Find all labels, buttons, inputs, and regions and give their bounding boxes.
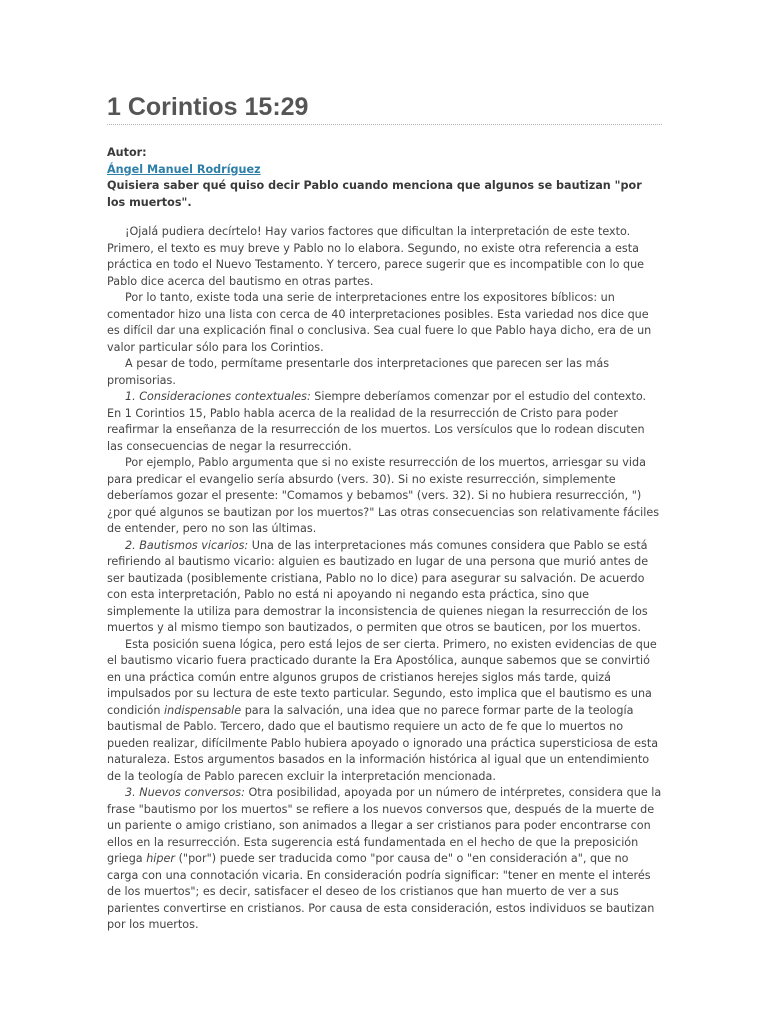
article-body <box>107 224 662 934</box>
paragraph-text: Esta posición suena lógica, pero está lejos de ser cierta. Primero, no existen evidencias de que el bautismo vicario fuera practicado durante la Era Apostólica, aunque sabemos que se convirtió en una práctica común entre algunos grupos de cristianos herejes siglos más tarde, quizá impulsados por su lectura de este texto particular. Segundo, esto implica que el bautismo es una condición <box>107 637 657 717</box>
paragraph-text: Por lo tanto, existe toda una serie de interpretaciones entre los expositores bíblicos: un comentador hizo una lista con cerca de 40 interpretaciones posibles. Esta variedad nos dice que es difícil dar una explicación final o conclusiva. Sea cual fuere lo que Pablo haya dicho, era de un valor particular sólo para los Corintios. <box>107 291 652 354</box>
paragraph-7 <box>107 637 662 786</box>
emphasis: indispensable <box>164 703 242 717</box>
article-meta <box>107 145 662 211</box>
reader-question: Quisiera saber qué quiso decir Pablo cuando menciona que algunos se bautizan "por los muertos". <box>107 179 642 209</box>
section-heading: 1. Consideraciones contextuales: <box>125 390 311 403</box>
paragraph-8 <box>107 785 662 934</box>
paragraph-6 <box>107 538 662 637</box>
paragraph-text: A pesar de todo, permítame presentarle dos interpretaciones que parecen ser las más promisorias. <box>107 357 610 387</box>
paragraph-text: ¡Ojalá pudiera decírtelo! Hay varios factores que dificultan la interpretación de este texto. Primero, el texto es muy breve y Pablo no lo elabora. Segundo, no existe otra referencia a esta práctica en todo el Nuevo Testamento. Y tercero, parece sugerir que es incompatible con lo que Pablo dice acerca del bautismo en otras partes. <box>107 225 645 288</box>
page-title: 1 Corintios 15:29 <box>107 92 662 125</box>
paragraph-text: Siempre deberíamos comenzar por el estudio del contexto. En 1 Corintios 15, Pablo habla acerca de la realidad de la resurrección de Cristo para poder reafirmar la enseñanza de la resurrección de los muertos. Los versículos que lo rodean discuten las consecuencias de negar la resurrección. <box>107 390 647 453</box>
paragraph-5 <box>107 455 662 538</box>
paragraph-4 <box>107 389 662 455</box>
emphasis: hiper <box>146 852 176 865</box>
section-heading: 2. Bautismos vicarios: <box>125 538 249 552</box>
paragraph-text: Por ejemplo, Pablo argumenta que si no existe resurrección de los muertos, arriesgar su vida para predicar el evangelio sería absurdo (vers. 30). Si no existe resurrección, simplemente deberíamos gozar el presente: "Comamos y bebamos" (vers. 32). Si no hubiera resurrección, ") ¿por qué algunos se bautizan por los muertos?" Las otras consecuencias son relativamente fáciles de entender, pero no son las últimas. <box>107 456 660 535</box>
paragraph-text: Una de las interpretaciones más comunes considera que Pablo se está refiriendo al bautismo vicario: alguien es bautizado en lugar de una persona que murió antes de ser bautizada (posiblemente cristiana, Pablo no lo dice) para asegurar su salvación. De acuerdo con esta interpretación, Pablo no está ni apoyando ni negando esta práctica, sino que simplemente la utiliza para demostrar la inconsistencia de quienes niegan la resurrección de los muertos y al mismo tiempo son bautizados, o permiten que otros se bauticen, por los muertos. <box>107 538 649 634</box>
author-link[interactable]: Ángel Manuel Rodríguez <box>107 162 261 176</box>
paragraph-2 <box>107 290 662 356</box>
paragraph-1 <box>107 224 662 290</box>
paragraph-text: Otra posibilidad, apoyada por un número de intérpretes, considera que la frase "bautismo por los muertos" se refiere a los nuevos conversos que, después de la muerte de un pariente o amigo cristiano, son animados a llegar a ser cristianos para poder encontrarse con ellos en la resurrección. Esta sugerencia está fundamentada en el hecho de que la preposición griega <box>107 786 662 865</box>
paragraph-text: para la salvación, una idea que no parece formar parte de la teología bautismal de Pablo. Tercero, dado que el bautismo requiere un acto de fe que lo muertos no pueden realizar, difícilmente Pablo hubiera apoyado o ignorado una práctica supersticiosa de esta naturaleza. Estos argumentos basados en la información histórica al igual que un entendimiento de la teología de Pablo parecen excluir la interpretación mencionada. <box>107 703 659 783</box>
section-heading: 3. Nuevos conversos: <box>125 786 245 799</box>
paragraph-3 <box>107 356 662 389</box>
author-label: Autor: <box>107 146 147 159</box>
paragraph-text: ("por") puede ser traducida como "por causa de" o "en consideración a", que no carga con una connotación vicaria. En consideración podría significar: "tener en mente el interés de los muertos"; es decir, satisfacer el deseo de los cristianos que han muerto de ver a sus parientes convertirse en cristianos. Por causa de esta consideración, estos individuos se bautizan por los muertos. <box>107 852 655 931</box>
